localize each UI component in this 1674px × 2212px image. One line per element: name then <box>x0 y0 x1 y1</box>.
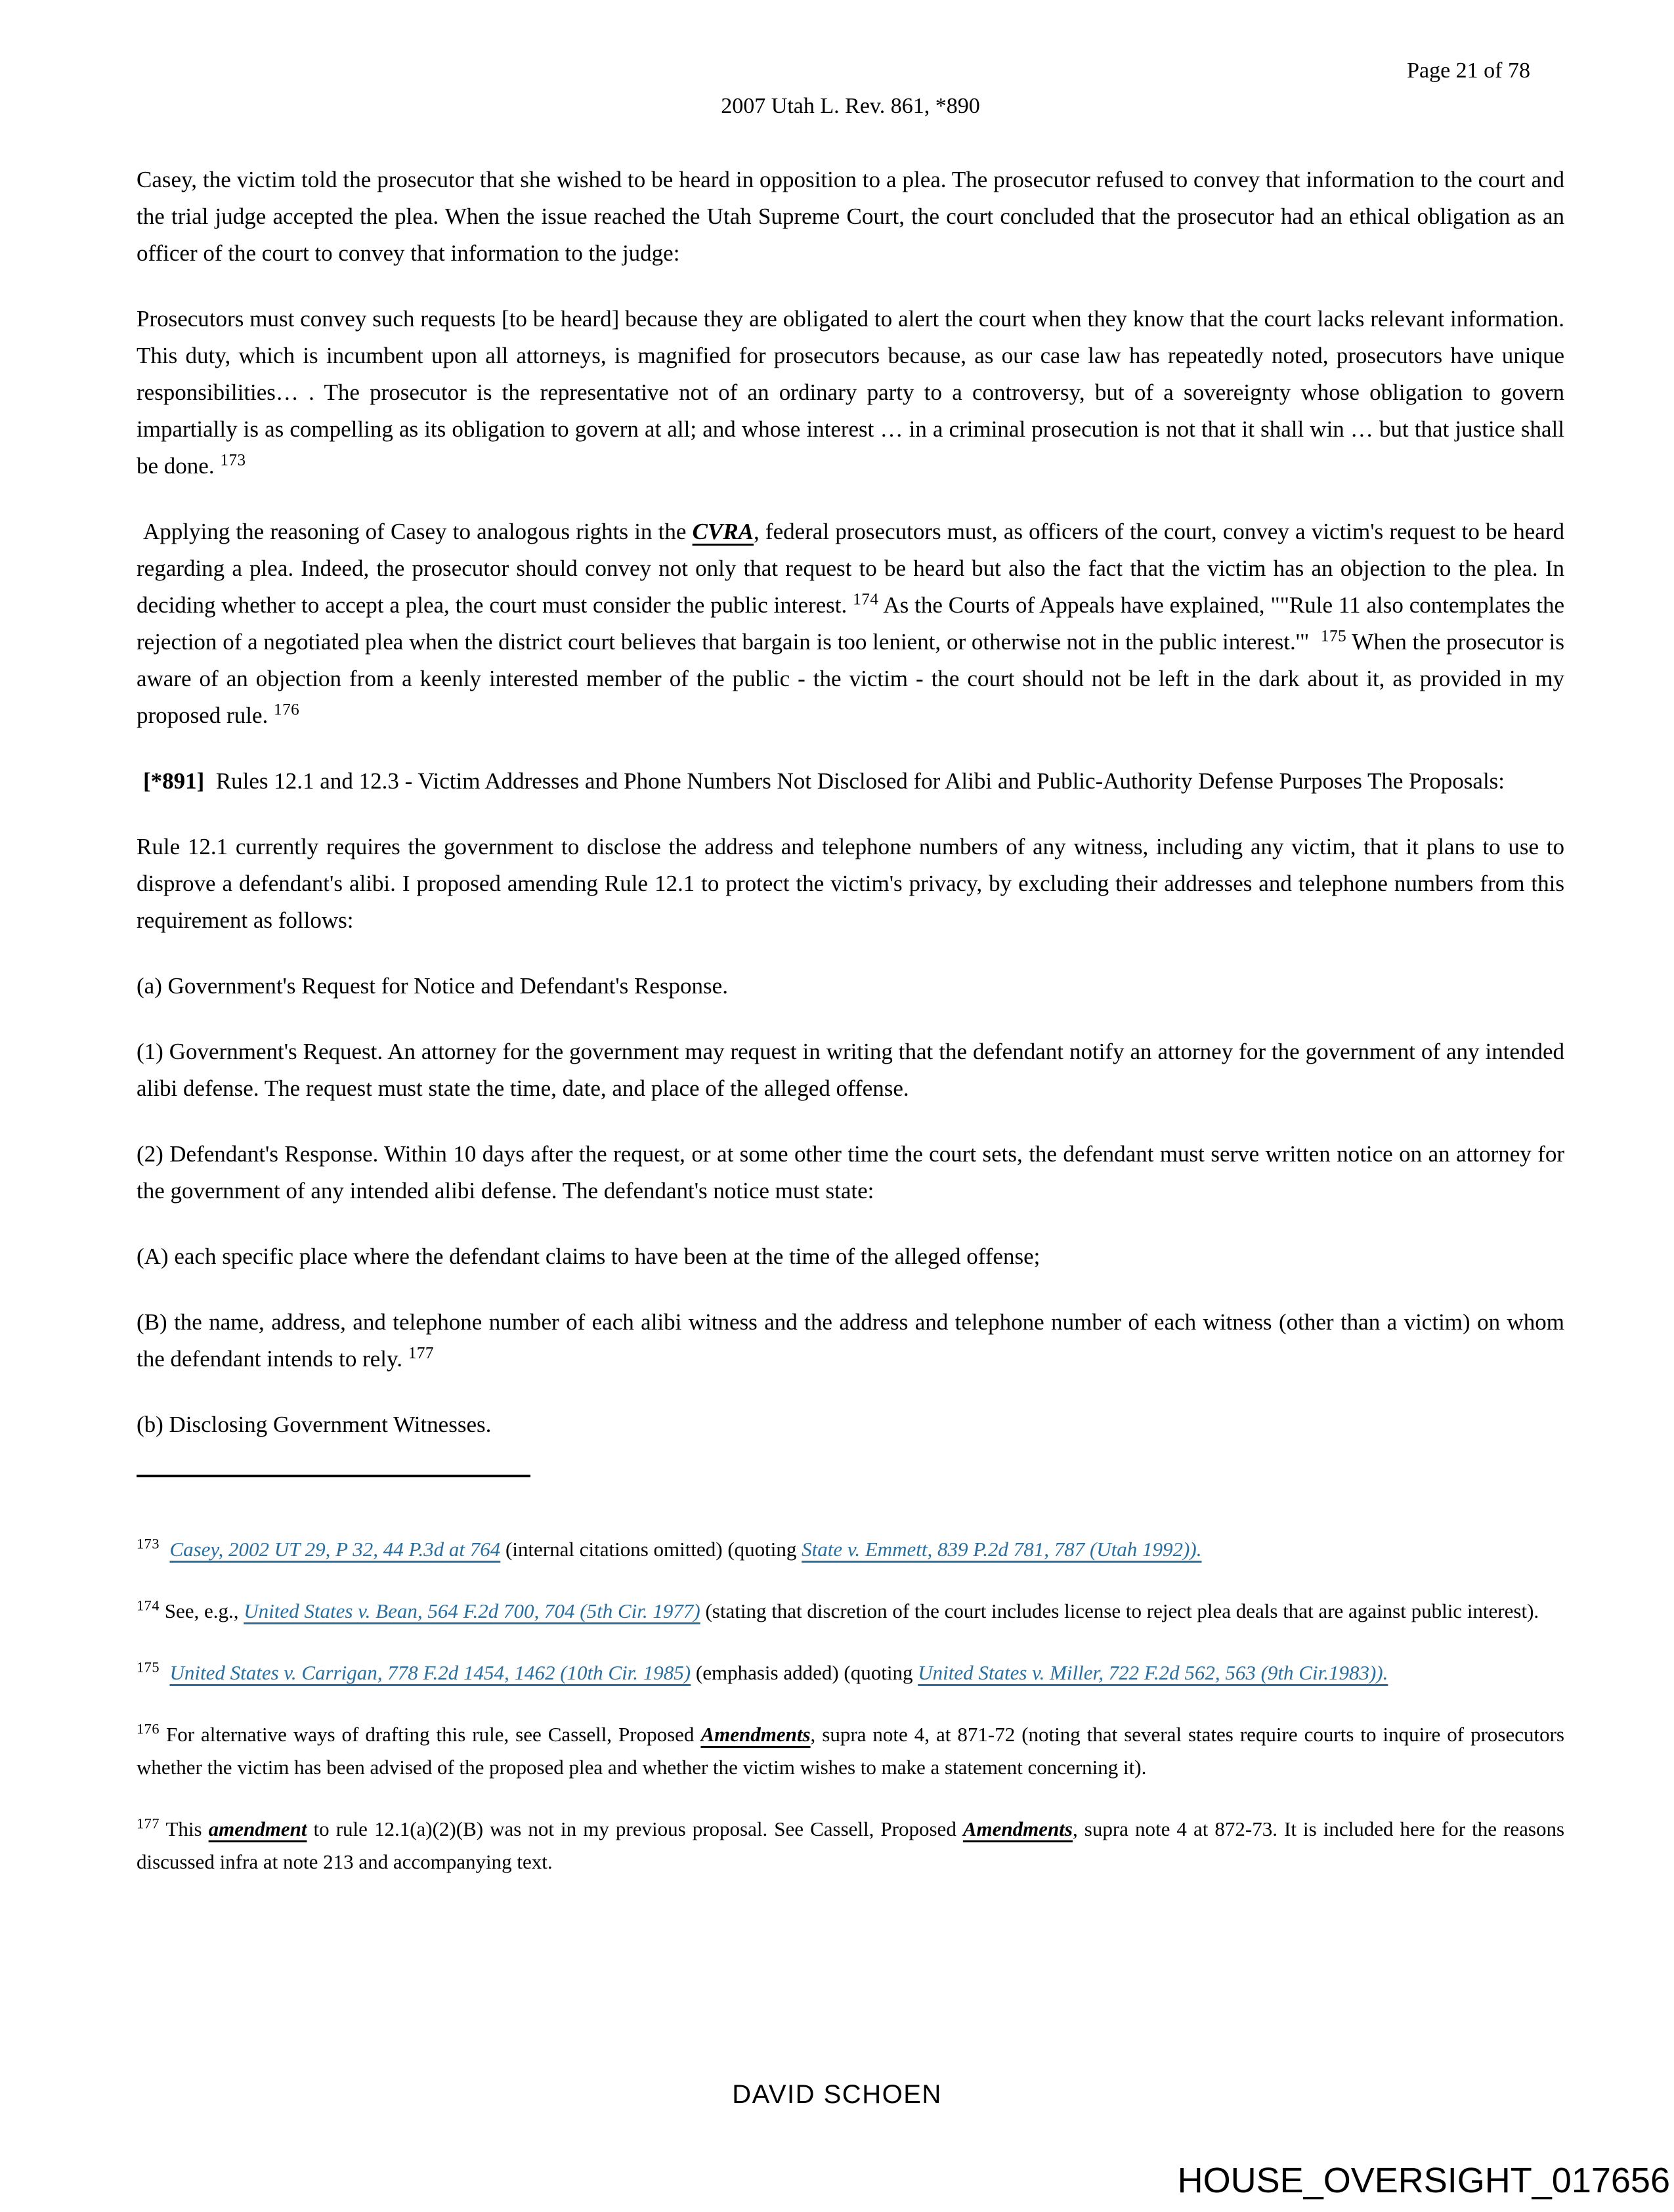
rule-item-b <box>137 1406 1564 1443</box>
body-paragraph-casey <box>137 162 1564 272</box>
text-segment: (A) each specific place where the defendant claims to have been at the time of the alleged offense; <box>137 1244 1041 1269</box>
footnote-ref: 176 <box>137 1720 160 1737</box>
text-segment: This <box>159 1817 209 1840</box>
emphasized-term: Amendments <box>700 1723 811 1746</box>
emphasized-term: amendment <box>208 1817 307 1840</box>
text-segment: See, e.g., <box>159 1599 244 1622</box>
text-segment: Casey, the victim told the prosecutor that she wished to be heard in opposition to a plea. The prosecutor refused to convey that information to the court and the trial judge accepted the plea. When the issue reached the Utah Supreme Court, the court concluded that the prosecutor had an ethical obligation as an officer of the court to convey that information to the judge: <box>137 167 1564 266</box>
text-segment: , supra note 4, at 871-72 (noting that several states require courts to inquire of prosecutors whether the victim has been advised of the proposed plea and whether the victim wishes to make a statement concerning it). <box>137 1723 1564 1779</box>
text-segment: (1) Government's Request. An attorney for the government may request in writing that the defendant notify an attorney for the government of any intended alibi defense. The request must state the time, date, and place of the alleged offense. <box>137 1039 1564 1101</box>
text-segment <box>160 1538 170 1561</box>
footnote-separator <box>137 1475 530 1477</box>
citation-header: 2007 Utah L. Rev. 861, *890 <box>721 94 980 118</box>
text-segment: (a) Government's Request for Notice and Defendant's Response. <box>137 973 728 999</box>
footnote-ref: 177 <box>408 1344 434 1362</box>
case-citation-link[interactable]: State v. Emmett, 839 P.2d 781, 787 (Utah 1992)). <box>802 1538 1202 1561</box>
footnote-176 <box>137 1718 1564 1784</box>
rule-item-1 <box>137 1033 1564 1107</box>
case-citation-link[interactable]: United States v. Bean, 564 F.2d 700, 704 (5th Cir. 1977) <box>244 1599 700 1622</box>
text-segment: , supra note 4 at 872-73. It is included here for the reasons discussed infra at note 213 and accompanying text. <box>137 1817 1565 1873</box>
emphasized-term: Amendments <box>962 1817 1073 1840</box>
footnote-ref: 177 <box>137 1815 160 1832</box>
text-segment: (2) Defendant's Response. Within 10 days after the request, or at some other time the court sets, the defendant must serve written notice on an attorney for the government of any intended alibi defense. The defendant's notice must state: <box>137 1141 1564 1204</box>
footnote-173 <box>137 1533 1564 1566</box>
footnote-177 <box>137 1813 1564 1878</box>
text-segment: For alternative ways of drafting this rule, see Cassell, Proposed <box>159 1723 701 1746</box>
footnote-ref: 176 <box>273 701 300 719</box>
text-segment: (B) the name, address, and telephone number of each alibi witness and the address and telephone number of each witness (other than a victim) on whom the defendant intends to rely. <box>137 1309 1564 1372</box>
text-segment: Applying the reasoning of Casey to analogous rights in the <box>143 519 693 544</box>
footnote-ref: 173 <box>220 451 246 469</box>
footnote-ref: 175 <box>1320 627 1347 645</box>
rule-item-a <box>137 968 1564 1005</box>
text-segment: Rule 12.1 currently requires the government to disclose the address and telephone numbers of any witness, including any victim, that it plans to use to disprove a defendant's alibi. I proposed amending Rule 12.1 to protect the victim's privacy, by excluding their addresses and telephone numbers from this requirement as follows: <box>137 834 1564 933</box>
text-segment: , federal prosecutors must, as officers of the court, convey a victim's request to be heard regarding a plea. Indeed, the prosecutor should convey not only that request to be heard but also the fact that the victim has an objection to the plea. In deciding whether to accept a plea, the court must consider the public interest. <box>137 519 1564 618</box>
text-segment: (stating that discretion of the court includes license to reject plea deals that are against public interest). <box>700 1599 1539 1622</box>
body-paragraph-applying <box>137 513 1564 734</box>
footnote-175 <box>137 1657 1564 1689</box>
footnote-ref: 174 <box>853 590 879 609</box>
footnote-174 <box>137 1595 1564 1628</box>
page-number: Page 21 of 78 <box>1407 58 1530 83</box>
text-segment: (b) Disclosing Government Witnesses. <box>137 1412 492 1437</box>
bates-number: HOUSE_OVERSIGHT_017656 <box>1177 2161 1670 2200</box>
rule-item-2 <box>137 1136 1564 1209</box>
text-segment <box>160 1661 170 1684</box>
text-segment: As the Courts of Appeals have explained, ""Rule 11 also contemplates the rejection of a negotiated plea when the district court believes that bargain is too lenient, or otherwise not in the public interest.'" <box>137 592 1565 655</box>
case-citation-link[interactable]: United States v. Miller, 722 F.2d 562, 563 (9th Cir.1983)). <box>918 1661 1388 1684</box>
text-segment: (emphasis added) (quoting <box>691 1661 918 1684</box>
footnote-ref: 173 <box>137 1535 160 1552</box>
text-segment: (internal citations omitted) (quoting <box>500 1538 802 1561</box>
text-segment: to rule 12.1(a)(2)(B) was not in my previous proposal. See Cassell, Proposed <box>307 1817 963 1840</box>
text-segment: Prosecutors must convey such requests [to be heard] because they are obligated to alert the court when they know that the court lacks relevant information. This duty, which is incumbent upon all attorneys, is magnified for prosecutors because, as our case law has repeatedly noted, prosecutors have unique responsibilities… . The prosecutor is the representative not of an ordinary party to a controversy, but of a sovereignty whose obligation to govern impartially is as compelling as its obligation to govern at all; and whose interest … in a criminal prosecution is not that it shall win … but that justice shall be done. <box>137 306 1564 479</box>
footnote-ref: 174 <box>137 1597 160 1614</box>
rule-item-B <box>137 1304 1564 1377</box>
text-segment: Rules 12.1 and 12.3 - Victim Addresses and Phone Numbers Not Disclosed for Alibi and Public-Authority Defense Purposes The Proposals: <box>204 768 1505 794</box>
section-heading-891 <box>137 763 1564 800</box>
footnote-ref: 175 <box>137 1659 160 1676</box>
rule-item-A <box>137 1238 1564 1275</box>
case-citation-link[interactable]: United States v. Carrigan, 778 F.2d 1454, 1462 (10th Cir. 1985) <box>169 1661 691 1684</box>
block-quote-prosecutors <box>137 301 1564 485</box>
bold-text: [*891] <box>143 768 205 794</box>
body-paragraph-rule121 <box>137 829 1564 939</box>
emphasized-term: CVRA <box>692 519 754 544</box>
text-segment: When the prosecutor is aware of an objection from a keenly interested member of the public - the victim - the court should not be left in the dark about it, as provided in my proposed rule. <box>137 629 1564 728</box>
author-name: DAVID SCHOEN <box>732 2080 942 2109</box>
case-citation-link[interactable]: Casey, 2002 UT 29, P 32, 44 P.3d at 764 <box>169 1538 501 1561</box>
